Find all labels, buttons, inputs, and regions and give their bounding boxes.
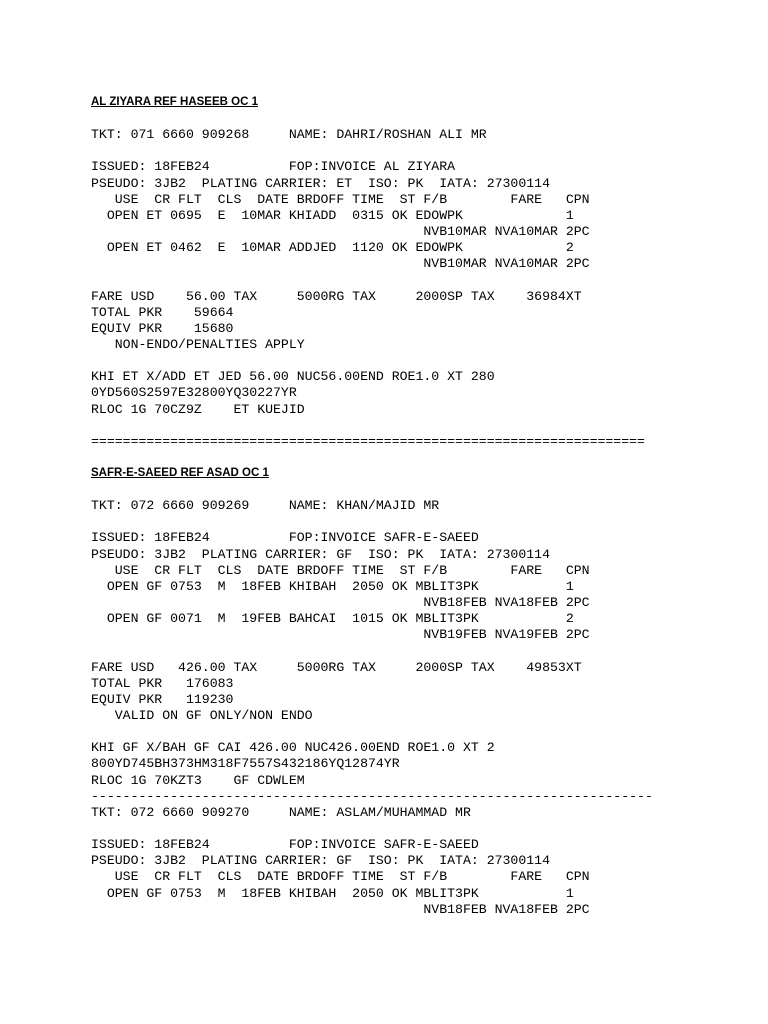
ticket-line (91, 353, 645, 369)
ticket-line: OPEN GF 0071 M 19FEB BAHCAI 1015 OK MBLIT3PK 2 (91, 611, 574, 627)
ticket-line (91, 111, 645, 127)
ticket-line: ====================================================================== (91, 433, 645, 449)
ticket-line: OPEN ET 0695 E 10MAR KHIADD 0315 OK EDOWPK 1 (91, 207, 574, 223)
ticket-line: KHI GF X/BAH GF CAI 426.00 NUC426.00END ROE1.0 XT 2 (91, 740, 495, 756)
ticket-line: NON-ENDO/PENALTIES APPLY (91, 336, 305, 352)
section-2-heading: SAFR-E-SAEED REF ASAD OC 1 (91, 467, 269, 479)
ticket-line: KHI ET X/ADD ET JED 56.00 NUC56.00END ROE1.0 XT 280 (91, 369, 495, 385)
ticket-line: ISSUED: 18FEB24 FOP:INVOICE AL ZIYARA (91, 159, 456, 175)
ticket-line: EQUIV PKR 15680 (91, 320, 234, 336)
ticket-line: VALID ON GF ONLY/NON ENDO (91, 707, 313, 723)
ticket-line: EQUIV PKR 119230 (91, 691, 234, 707)
ticket-line (91, 482, 653, 498)
ticket-line: TOTAL PKR 59664 (91, 304, 234, 320)
ticket-line: 800YD745BH373HM318F7557S432186YQ12874YR (91, 756, 400, 772)
ticket-line: TOTAL PKR 176083 (91, 675, 234, 691)
ticket-line (91, 143, 645, 159)
section-2-ticket-text (91, 482, 653, 918)
ticket-line: RLOC 1G 70KZT3 GF CDWLEM (91, 772, 305, 788)
section-1-ticket-text (91, 111, 645, 450)
ticket-line: USE CR FLT CLS DATE BRDOFF TIME ST F/B FARE CPN (91, 191, 590, 207)
ticket-line: USE CR FLT CLS DATE BRDOFF TIME ST F/B FARE CPN (91, 562, 590, 578)
ticket-line: TKT: 071 6660 909268 NAME: DAHRI/ROSHAN ALI MR (91, 127, 487, 143)
ticket-line: NVB19FEB NVA19FEB 2PC (91, 627, 590, 643)
ticket-line: OPEN GF 0753 M 18FEB KHIBAH 2050 OK MBLIT3PK 1 (91, 885, 574, 901)
ticket-line: TKT: 072 6660 909270 NAME: ASLAM/MUHAMMAD MR (91, 804, 471, 820)
ticket-line: ----------------------------------------------------------------------- (91, 788, 653, 804)
ticket-line: NVB10MAR NVA10MAR 2PC (91, 256, 590, 272)
ticket-line: FARE USD 426.00 TAX 5000RG TAX 2000SP TAX 49853XT (91, 659, 582, 675)
ticket-line: ISSUED: 18FEB24 FOP:INVOICE SAFR-E-SAEED (91, 530, 479, 546)
ticket-line: USE CR FLT CLS DATE BRDOFF TIME ST F/B FARE CPN (91, 869, 590, 885)
ticket-line (91, 724, 653, 740)
ticket-line (91, 821, 653, 837)
section-1-heading: AL ZIYARA REF HASEEB OC 1 (91, 96, 258, 108)
ticket-line (91, 272, 645, 288)
ticket-line: ISSUED: 18FEB24 FOP:INVOICE SAFR-E-SAEED (91, 837, 479, 853)
ticket-line (91, 418, 645, 434)
ticket-line: NVB10MAR NVA10MAR 2PC (91, 223, 590, 239)
ticket-line (91, 643, 653, 659)
ticket-line: PSEUDO: 3JB2 PLATING CARRIER: GF ISO: PK IATA: 27300114 (91, 546, 550, 562)
ticket-line: PSEUDO: 3JB2 PLATING CARRIER: GF ISO: PK IATA: 27300114 (91, 853, 550, 869)
ticket-line: OPEN GF 0753 M 18FEB KHIBAH 2050 OK MBLIT3PK 1 (91, 578, 574, 594)
ticket-line: NVB18FEB NVA18FEB 2PC (91, 901, 590, 917)
ticket-line: FARE USD 56.00 TAX 5000RG TAX 2000SP TAX 36984XT (91, 288, 582, 304)
ticket-line: PSEUDO: 3JB2 PLATING CARRIER: ET ISO: PK IATA: 27300114 (91, 175, 550, 191)
ticket-line: TKT: 072 6660 909269 NAME: KHAN/MAJID MR (91, 498, 440, 514)
ticket-line: NVB18FEB NVA18FEB 2PC (91, 594, 590, 610)
ticket-line: 0YD560S2597E32800YQ30227YR (91, 385, 297, 401)
ticket-line: RLOC 1G 70CZ9Z ET KUEJID (91, 401, 305, 417)
ticket-line: OPEN ET 0462 E 10MAR ADDJED 1120 OK EDOWPK 2 (91, 240, 574, 256)
ticket-line (91, 514, 653, 530)
